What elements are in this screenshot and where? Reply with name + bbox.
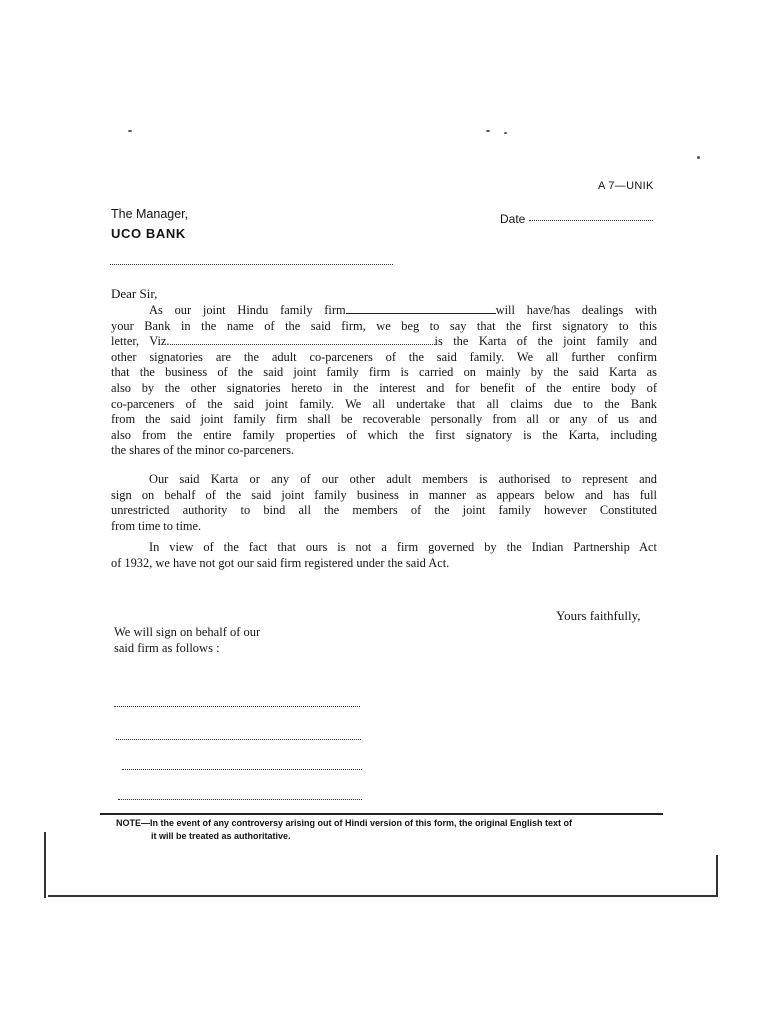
signature-field-2[interactable] (116, 739, 361, 740)
paragraph-line: also from the entire family properties of which the first signatory is the Karta, including (111, 427, 657, 442)
scan-speck (486, 130, 490, 132)
paragraph-text: As our joint Hindu family firm (149, 303, 346, 317)
signature-field-3[interactable] (122, 769, 362, 770)
paragraph-1 (111, 303, 657, 459)
paragraph-text: letter, Viz. (111, 334, 170, 349)
paragraph-line: also by the other signatories hereto in the interest and for benefit of the entire body of (111, 380, 657, 395)
paragraph-text: is the Karta of the joint family and (434, 334, 658, 349)
salutation: Dear Sir, (111, 286, 158, 301)
addressee-title: The Manager, (111, 207, 189, 221)
paragraph-line: the shares of the minor co-parceners. (111, 443, 295, 458)
sign-intro (114, 624, 260, 656)
scan-speck (504, 132, 507, 134)
signature-field-1[interactable] (114, 706, 360, 707)
branch-address-field[interactable] (110, 264, 393, 265)
paragraph-line: from time to time. (111, 518, 202, 533)
paragraph-line: Our said Karta or any of our other adult members is authorised to represent and (149, 472, 657, 486)
firm-name-field[interactable] (346, 304, 496, 314)
paragraph-text: will have/has dealings with (495, 303, 657, 317)
footnote-line: NOTE—In the event of any controversy arising out of Hindi version of this form, the original English text of (116, 818, 573, 828)
karta-name-field[interactable] (170, 335, 435, 345)
date-label: Date (500, 212, 526, 226)
paragraph-line (111, 334, 657, 350)
paragraph-line (111, 303, 657, 319)
paragraph-3 (111, 540, 657, 571)
scan-speck (697, 156, 700, 159)
scan-border-right (716, 855, 718, 897)
paragraph-line: of 1932, we have not got our said firm registered under the said Act. (111, 555, 450, 570)
bank-name: UCO BANK (111, 226, 186, 241)
paragraph-line: co-parceners of the said joint family. We all undertake that all claims due to the Bank (111, 396, 657, 411)
paragraph-line: from the said joint family firm shall be recoverable personally from all or any of us and (111, 412, 657, 427)
paragraph-line: sign on behalf of the said joint family business in manner as appears below and has full (111, 487, 657, 502)
paragraph-line: that the business of the said joint family firm is carried on mainly by the said Karta as (111, 365, 657, 380)
paragraph-2 (111, 472, 657, 534)
signature-field-4[interactable] (118, 799, 362, 800)
form-code: A 7—UNIK (598, 180, 654, 192)
sign-intro-line: We will sign on behalf of our (114, 625, 261, 639)
footnote (116, 817, 572, 843)
scan-speck (128, 130, 132, 132)
paragraph-line: unrestricted authority to bind all the members of the joint family however Constituted (111, 503, 657, 518)
sign-intro-line: said firm as follows : (114, 641, 220, 655)
scan-border-bottom (48, 895, 716, 897)
paragraph-line: In view of the fact that ours is not a firm governed by the Indian Partnership Act (149, 540, 657, 554)
date-field[interactable] (529, 220, 653, 221)
paragraph-line: other signatories are the adult co-parceners of the said family. We all further confirm (111, 349, 657, 364)
closing: Yours faithfully, (556, 608, 641, 623)
scan-border-left (44, 832, 46, 898)
paragraph-line: your Bank in the name of the said firm, we beg to say that the first signatory to this (111, 318, 657, 333)
footnote-line: it will be treated as authoritative. (151, 831, 291, 841)
note-divider (100, 813, 663, 815)
